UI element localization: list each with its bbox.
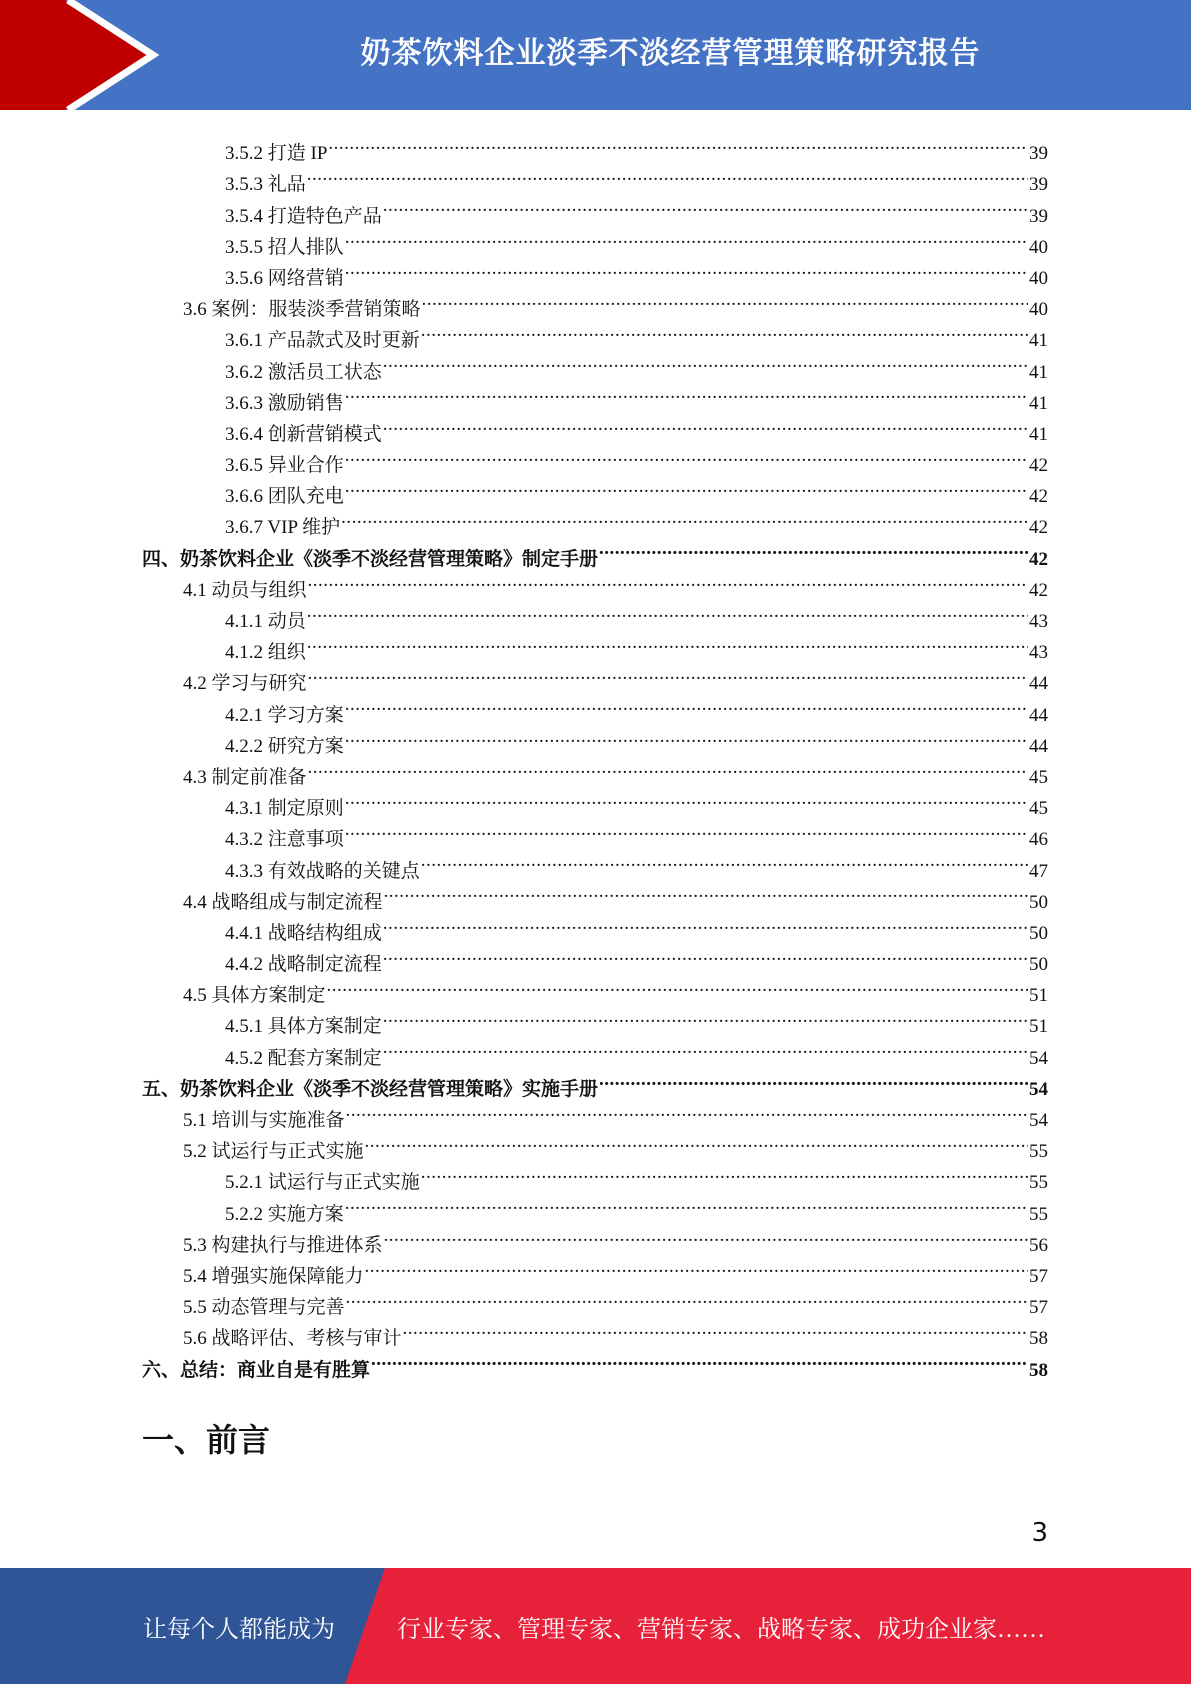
toc-entry-label: 4.1.2 组织 — [225, 642, 306, 664]
toc-entry-page: 51 — [1029, 985, 1048, 1007]
toc-entry-page: 44 — [1029, 704, 1048, 726]
toc-entry-page: 50 — [1029, 922, 1048, 944]
toc-leader-dots — [383, 346, 1028, 377]
toc-leader-dots — [345, 1188, 1028, 1219]
toc-leader-dots — [365, 1126, 1028, 1157]
toc-leader-dots — [307, 159, 1028, 190]
toc-entry-label: 3.5.6 网络营销 — [225, 267, 344, 289]
toc-entry-label: 4.4 战略组成与制定流程 — [183, 891, 383, 913]
toc-entry-page: 47 — [1029, 860, 1048, 882]
toc-entry-label: 四、奶茶饮料企业《淡季不淡经营管理策略》制定手册 — [142, 548, 599, 570]
header-chevron-decoration — [0, 0, 160, 110]
toc-leader-dots — [384, 1220, 1028, 1251]
toc-entry-page: 41 — [1029, 392, 1048, 414]
toc-entry-page: 57 — [1029, 1265, 1048, 1287]
toc-leader-dots — [308, 752, 1028, 783]
toc-entry-page: 39 — [1029, 205, 1048, 227]
toc-entry-page: 56 — [1029, 1234, 1048, 1256]
toc-entry-label: 5.1 培训与实施准备 — [183, 1110, 345, 1131]
toc-entry-page: 42 — [1029, 517, 1048, 539]
toc-leader-dots — [599, 533, 1028, 564]
toc-leader-dots — [328, 128, 1028, 159]
toc-leader-dots — [421, 1157, 1028, 1188]
toc-entry-label: 五、奶茶饮料企业《淡季不淡经营管理策略》实施手册 — [142, 1078, 599, 1100]
footer-slogan-right: 行业专家、管理专家、营销专家、战略专家、成功企业家…… — [397, 1616, 1045, 1643]
toc-entry-label: 4.5 具体方案制定 — [183, 985, 326, 1007]
toc-leader-dots — [345, 253, 1028, 284]
toc-leader-dots — [345, 814, 1028, 845]
toc-leader-dots — [421, 845, 1028, 876]
toc-leader-dots — [383, 409, 1028, 440]
toc-entry-page: 39 — [1029, 174, 1048, 196]
toc-entry-page: 41 — [1029, 423, 1048, 445]
page-footer — [0, 1568, 1191, 1684]
toc-entry-label: 5.2 试运行与正式实施 — [183, 1141, 364, 1163]
toc-entry-label: 4.5.1 具体方案制定 — [225, 1016, 382, 1038]
toc-leader-dots — [383, 1032, 1028, 1063]
toc-entry-label: 4.2.2 研究方案 — [225, 735, 344, 757]
toc-leader-dots — [383, 908, 1028, 939]
table-of-contents — [142, 128, 1048, 1381]
toc-entry-label: 3.5.5 招人排队 — [225, 236, 344, 258]
toc-entry-page: 43 — [1029, 611, 1048, 632]
toc-entry-page: 40 — [1029, 267, 1048, 289]
toc-entry-page: 45 — [1029, 766, 1048, 788]
toc-leader-dots — [345, 440, 1028, 471]
toc-entry-page: 54 — [1029, 1078, 1048, 1100]
toc-entry-label: 5.2.1 试运行与正式实施 — [225, 1172, 420, 1194]
toc-entry-label: 3.6.3 激励销售 — [225, 392, 344, 414]
toc-entry-page: 57 — [1029, 1297, 1048, 1319]
toc-leader-dots — [345, 689, 1028, 720]
toc-entry-page: 58 — [1029, 1359, 1048, 1381]
toc-entry[interactable] — [142, 128, 1048, 165]
toc-entry-label: 3.5.4 打造特色产品 — [225, 205, 382, 227]
toc-entry-label: 4.1 动员与组织 — [183, 579, 307, 601]
toc-leader-dots — [346, 1095, 1028, 1126]
footer-slogan-left: 让每个人都能成为 — [143, 1616, 335, 1643]
toc-leader-dots — [308, 565, 1028, 596]
toc-entry-label: 4.3.2 注意事项 — [225, 829, 344, 851]
toc-entry-page: 40 — [1029, 236, 1048, 258]
toc-leader-dots — [308, 658, 1028, 689]
toc-entry-label: 4.3.1 制定原则 — [225, 798, 344, 820]
toc-entry-page: 41 — [1029, 361, 1048, 383]
toc-leader-dots — [422, 284, 1028, 315]
toc-leader-dots — [307, 596, 1028, 627]
toc-leader-dots — [383, 190, 1028, 221]
toc-entry-page: 45 — [1029, 798, 1048, 820]
toc-leader-dots — [327, 970, 1028, 1001]
page-header — [0, 0, 1191, 110]
toc-entry-page: 51 — [1029, 1016, 1048, 1038]
toc-entry-label: 5.6 战略评估、考核与审计 — [183, 1328, 402, 1350]
toc-leader-dots — [421, 315, 1028, 346]
toc-entry-page: 42 — [1029, 548, 1048, 570]
toc-entry-page: 55 — [1029, 1203, 1048, 1225]
toc-entry-label: 4.2 学习与研究 — [183, 673, 307, 695]
toc-leader-dots — [599, 1064, 1028, 1095]
toc-entry-label: 3.6.1 产品款式及时更新 — [225, 330, 420, 352]
toc-entry-label: 4.3.3 有效战略的关键点 — [225, 860, 420, 882]
toc-leader-dots — [383, 939, 1028, 970]
toc-leader-dots — [345, 783, 1028, 814]
document-title: 奶茶饮料企业淡季不淡经营管理策略研究报告 — [360, 36, 981, 71]
toc-entry-label: 4.5.2 配套方案制定 — [225, 1047, 382, 1069]
toc-entry-label: 3.5.3 礼品 — [225, 174, 306, 196]
toc-leader-dots — [307, 627, 1028, 658]
page-number: 3 — [1031, 1518, 1048, 1548]
toc-entry-label: 3.6.4 创新营销模式 — [225, 423, 382, 445]
toc-entry-page: 42 — [1029, 455, 1048, 477]
toc-entry-label: 4.1.1 动员 — [225, 611, 306, 632]
toc-entry-page: 54 — [1029, 1047, 1048, 1069]
toc-entry-label: 4.2.1 学习方案 — [225, 704, 344, 726]
toc-leader-dots — [383, 1001, 1028, 1032]
toc-entry-label: 4.4.2 战略制定流程 — [225, 954, 382, 976]
toc-leader-dots — [341, 502, 1028, 533]
toc-leader-dots — [403, 1313, 1028, 1344]
toc-entry-page: 50 — [1029, 891, 1048, 913]
toc-entry-label: 3.6.5 异业合作 — [225, 455, 344, 477]
toc-entry-page: 42 — [1029, 486, 1048, 508]
toc-entry-page: 41 — [1029, 330, 1048, 352]
toc-leader-dots — [345, 222, 1028, 253]
toc-entry-page: 55 — [1029, 1141, 1048, 1163]
toc-entry-page: 40 — [1029, 299, 1048, 321]
toc-entry-label: 4.3 制定前准备 — [183, 766, 307, 788]
toc-entry-page: 42 — [1029, 579, 1048, 601]
toc-leader-dots — [345, 378, 1028, 409]
section-heading: 一、前言 — [142, 1421, 271, 1459]
toc-entry-label: 5.4 增强实施保障能力 — [183, 1265, 364, 1287]
toc-entry-page: 44 — [1029, 735, 1048, 757]
toc-entry-page: 46 — [1029, 829, 1048, 851]
toc-entry-page: 50 — [1029, 954, 1048, 976]
toc-entry-label: 3.5.2 打造 IP — [225, 143, 328, 165]
toc-leader-dots — [384, 877, 1028, 908]
toc-leader-dots — [371, 1344, 1028, 1375]
toc-leader-dots — [346, 1282, 1028, 1313]
toc-entry-label: 3.6.6 团队充电 — [225, 486, 344, 508]
toc-entry-label: 5.2.2 实施方案 — [225, 1203, 344, 1225]
toc-entry-label: 3.6.2 激活员工状态 — [225, 361, 382, 383]
toc-entry-page: 54 — [1029, 1110, 1048, 1131]
toc-entry-label: 3.6 案例：服装淡季营销策略 — [183, 299, 421, 321]
toc-leader-dots — [345, 721, 1028, 752]
toc-entry-label: 3.6.7 VIP 维护 — [225, 517, 341, 539]
toc-entry-page: 39 — [1029, 143, 1048, 165]
toc-entry-page: 43 — [1029, 642, 1048, 664]
toc-leader-dots — [365, 1251, 1028, 1282]
toc-entry-label: 5.5 动态管理与完善 — [183, 1297, 345, 1319]
toc-entry-label: 六、总结：商业自是有胜算 — [142, 1359, 371, 1381]
toc-entry-label: 4.4.1 战略结构组成 — [225, 922, 382, 944]
toc-entry-page: 55 — [1029, 1172, 1048, 1194]
toc-entry-page: 58 — [1029, 1328, 1048, 1350]
toc-entry-label: 5.3 构建执行与推进体系 — [183, 1234, 383, 1256]
toc-entry-page: 44 — [1029, 673, 1048, 695]
toc-leader-dots — [345, 471, 1028, 502]
